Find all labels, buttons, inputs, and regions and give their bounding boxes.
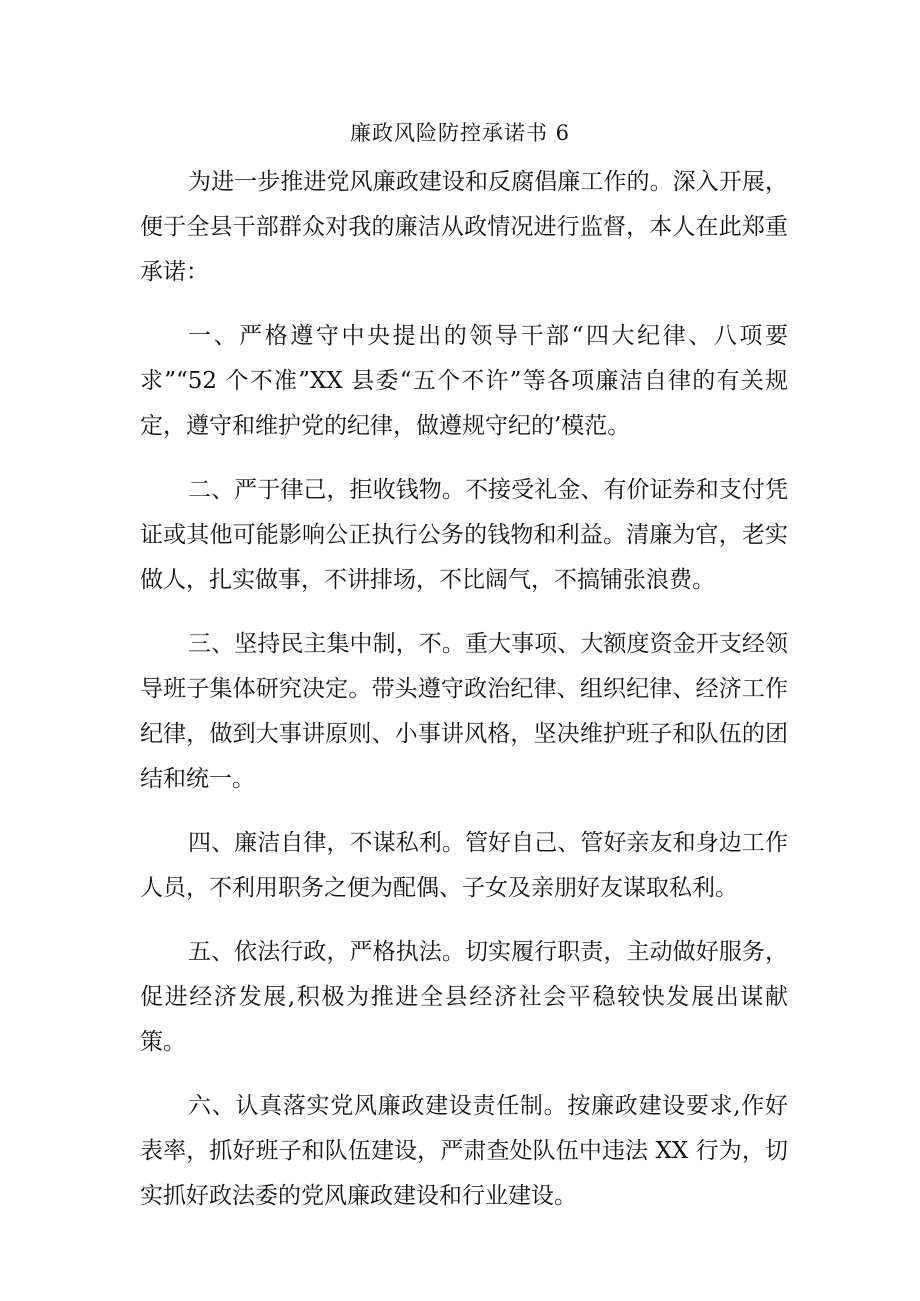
paragraph-item-5: 五、依法行政，严格执法。切实履行职责，主动做好服务，促进经济发展,积极为推进全县经济社会平稳较快发展出谋献策。 <box>140 939 788 1055</box>
document-title: 廉政风险防控承诺书 6 <box>349 121 571 145</box>
paragraph-item-4: 四、廉洁自律，不谋私利。管好自己、管好亲友和身边工作人员，不利用职务之便为配偶、子女及亲朋好友谋取私利。 <box>140 830 788 901</box>
paragraph-item-3: 三、坚持民主集中制，不。重大事项、大额度资金开支经领导班子集体研究决定。带头遵守政治纪律、组织纪律、经济工作纪律，做到大事讲原则、小事讲风格，坚决维护班子和队伍的团结和统一。 <box>140 631 788 792</box>
paragraph-item-2: 二、严于律己，拒收钱物。不接受礼金、有价证券和支付凭证或其他可能影响公正执行公务的钱物和利益。清廉为官，老实做人，扎实做事，不讲排场，不比阔气，不搞铺张浪费。 <box>140 477 788 593</box>
paragraph-intro: 为进一步推进党风廉政建设和反腐倡廉工作的。深入开展，便于全县干部群众对我的廉洁从政情况进行监督，本人在此郑重承诺： <box>140 169 788 285</box>
paragraph-item-6: 六、认真落实党风廉政建设责任制。按廉政建设要求,作好表率，抓好班子和队伍建设，严肃查处队伍中违法 XX 行为，切实抓好政法委的党风廉政建设和行业建设。 <box>140 1093 788 1209</box>
document-body <box>140 160 788 1238</box>
paragraph-item-1: 一、严格遵守中央提出的领导干部“四大纪律、八项要求”“52 个不准”XX 县委“五个不许”等各项廉洁自律的有关规定，遵守和维护党的纪律，做遵规守纪的’模范。 <box>140 323 788 439</box>
